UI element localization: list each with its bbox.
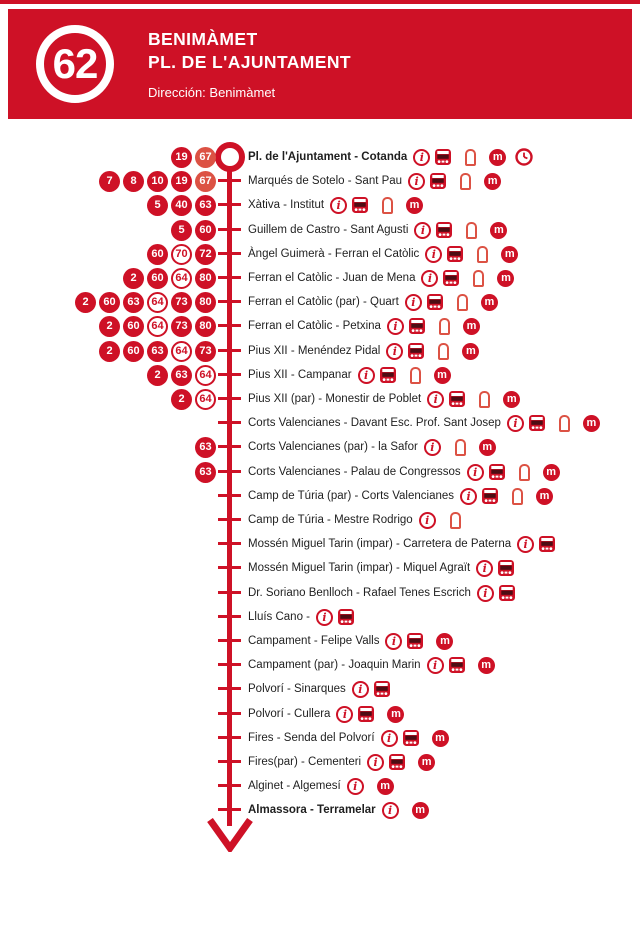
line-badge-2[interactable]: 2 <box>99 316 120 337</box>
stop-row <box>0 703 640 725</box>
stop-name[interactable]: Camp de Túria - Mestre Rodrigo <box>248 514 413 526</box>
stop-label <box>248 461 560 483</box>
line-badge-2[interactable]: 2 <box>75 292 96 313</box>
stop-label <box>248 727 449 749</box>
stop-label <box>248 436 496 458</box>
connection-line-badges <box>171 388 216 410</box>
stop-name[interactable]: Pl. de l'Ajuntament - Cotanda <box>248 151 408 163</box>
info-icon[interactable]: i <box>425 246 442 263</box>
stop-post-icon <box>477 246 488 263</box>
stop-post-icon <box>465 149 476 166</box>
connection-line-badges <box>75 291 216 313</box>
info-icon[interactable]: i <box>424 439 441 456</box>
bus-icon <box>358 706 374 722</box>
metro-icon: m <box>501 246 518 263</box>
bus-icon <box>427 294 443 310</box>
stop-name[interactable]: Xàtiva - Institut <box>248 199 325 211</box>
info-icon[interactable]: i <box>467 464 484 481</box>
bus-icon <box>482 488 498 504</box>
connection-line-badges <box>171 219 216 241</box>
line-badge-10[interactable]: 10 <box>147 171 168 192</box>
info-icon[interactable]: i <box>421 270 438 287</box>
bus-icon <box>403 730 419 746</box>
stop-row <box>0 146 640 168</box>
metro-icon: m <box>406 197 423 214</box>
info-icon[interactable]: i <box>517 536 534 553</box>
bus-icon <box>449 391 465 407</box>
line-badge-63[interactable]: 63 <box>123 292 144 313</box>
stop-post-icon <box>438 343 449 360</box>
bus-icon <box>380 367 396 383</box>
info-icon[interactable]: i <box>382 802 399 819</box>
route-tick <box>218 518 241 521</box>
info-icon[interactable]: i <box>427 657 444 674</box>
stop-name[interactable]: Dr. Soriano Benlloch - Rafael Tenes Escrich <box>248 587 471 599</box>
line-badge-19[interactable]: 19 <box>171 147 192 168</box>
info-icon[interactable]: i <box>477 585 494 602</box>
line-badge-64[interactable]: 64 <box>147 292 168 313</box>
connection-line-badges <box>147 243 216 265</box>
stop-post-icon <box>479 391 490 408</box>
bus-icon <box>539 536 555 552</box>
info-icon[interactable]: i <box>386 343 403 360</box>
metro-icon: m <box>377 778 394 795</box>
line-badge-73[interactable]: 73 <box>171 316 192 337</box>
route-tick <box>218 397 241 400</box>
bus-icon <box>352 197 368 213</box>
stop-name[interactable]: Campament - Felipe Valls <box>248 635 380 647</box>
line-badge-5[interactable]: 5 <box>171 220 192 241</box>
route-tick <box>218 712 241 715</box>
connection-line-badges <box>195 436 216 458</box>
route-tick <box>218 228 241 231</box>
line-badge-63[interactable]: 63 <box>195 437 216 458</box>
route-tick <box>218 591 241 594</box>
bus-icon <box>489 464 505 480</box>
line-badge-80[interactable]: 80 <box>195 268 216 289</box>
route-tick <box>218 808 241 811</box>
stop-name[interactable]: Àngel Guimerà - Ferran el Catòlic <box>248 248 420 260</box>
stop-label <box>248 243 518 265</box>
route-tick <box>218 421 241 424</box>
bus-icon <box>409 318 425 334</box>
stop-label <box>248 267 514 289</box>
info-icon[interactable]: i <box>414 222 431 239</box>
stop-row <box>0 436 640 458</box>
route-tick <box>218 784 241 787</box>
stop-row <box>0 267 640 289</box>
line-badge-63[interactable]: 63 <box>147 341 168 362</box>
metro-icon: m <box>434 367 451 384</box>
line-badge-60[interactable]: 60 <box>147 244 168 265</box>
stop-row <box>0 485 640 507</box>
stop-label <box>248 533 555 555</box>
stop-post-icon <box>466 222 477 239</box>
stop-row <box>0 412 640 434</box>
stop-row <box>0 509 640 531</box>
stop-row <box>0 727 640 749</box>
metro-icon: m <box>462 343 479 360</box>
metro-icon: m <box>432 730 449 747</box>
stop-row <box>0 582 640 604</box>
route-tick <box>218 639 241 642</box>
metro-icon: m <box>418 754 435 771</box>
stop-name[interactable]: Corts Valencianes - Davant Esc. Prof. Sant Josep <box>248 417 501 429</box>
line-badge-40[interactable]: 40 <box>171 195 192 216</box>
connection-line-badges <box>171 146 216 168</box>
bus-icon <box>430 173 446 189</box>
bus-icon <box>529 415 545 431</box>
bus-icon <box>449 657 465 673</box>
stop-label <box>248 412 600 434</box>
info-icon[interactable]: i <box>427 391 444 408</box>
connection-line-badges <box>99 315 216 337</box>
line-badge-63[interactable]: 63 <box>195 195 216 216</box>
bus-icon <box>499 585 515 601</box>
line-badge-80[interactable]: 80 <box>195 292 216 313</box>
route-tick <box>218 566 241 569</box>
metro-icon: m <box>478 657 495 674</box>
info-icon[interactable]: i <box>507 415 524 432</box>
stop-row <box>0 533 640 555</box>
route-tick <box>218 663 241 666</box>
stop-row <box>0 606 640 628</box>
stop-name[interactable]: Lluís Cano - <box>248 611 311 623</box>
metro-icon: m <box>436 633 453 650</box>
line-badge-60[interactable]: 60 <box>123 316 144 337</box>
stop-row <box>0 219 640 241</box>
route-tick <box>218 373 241 376</box>
stop-label <box>248 799 429 821</box>
line-badge-73[interactable]: 73 <box>195 341 216 362</box>
stop-post-icon <box>410 367 421 384</box>
bus-icon <box>498 560 514 576</box>
route-title-line1: BENIMÀMET <box>148 29 258 50</box>
line-badge-60[interactable]: 60 <box>195 220 216 241</box>
stop-name[interactable]: Mossén Miguel Tarin (impar) - Carretera de Paterna <box>248 538 512 550</box>
metro-icon: m <box>497 270 514 287</box>
route-end-arrow-icon <box>206 818 254 852</box>
info-icon[interactable]: i <box>476 560 493 577</box>
line-badge-72[interactable]: 72 <box>195 244 216 265</box>
stop-label <box>248 291 498 313</box>
stop-post-icon <box>473 270 484 287</box>
stop-name[interactable]: Polvorí - Cullera <box>248 708 331 720</box>
stop-name[interactable]: Guillem de Castro - Sant Agusti <box>248 224 409 236</box>
line-badge-64[interactable]: 64 <box>171 341 192 362</box>
connection-line-badges <box>147 364 216 386</box>
metro-icon: m <box>503 391 520 408</box>
route-tick <box>218 542 241 545</box>
stop-label <box>248 557 514 579</box>
line-badge-60[interactable]: 60 <box>147 268 168 289</box>
bus-icon <box>389 754 405 770</box>
stop-label <box>248 775 394 797</box>
stop-row <box>0 243 640 265</box>
top-border-band <box>0 0 640 4</box>
line-badge-64[interactable]: 64 <box>195 389 216 410</box>
route-tick <box>218 349 241 352</box>
line-number-badge: 62 <box>36 25 114 103</box>
line-badge-2[interactable]: 2 <box>123 268 144 289</box>
route-tick <box>218 300 241 303</box>
metro-icon: m <box>583 415 600 432</box>
connection-line-badges <box>123 267 216 289</box>
stop-label <box>248 146 533 168</box>
metro-icon: m <box>479 439 496 456</box>
stop-name[interactable]: Mossén Miguel Tarin (impar) - Miquel Agraït <box>248 562 471 574</box>
stop-name[interactable]: Fires(par) - Cementeri <box>248 756 362 768</box>
stop-label <box>248 364 451 386</box>
stop-row <box>0 461 640 483</box>
metro-icon: m <box>536 488 553 505</box>
info-icon[interactable]: i <box>419 512 436 529</box>
stop-row <box>0 291 640 313</box>
line-badge-73[interactable]: 73 <box>171 292 192 313</box>
info-icon[interactable]: i <box>336 706 353 723</box>
info-icon[interactable]: i <box>358 367 375 384</box>
stop-name[interactable]: Alginet - Algemesí <box>248 780 341 792</box>
stop-name[interactable]: Polvorí - Sinarques <box>248 683 346 695</box>
bus-icon <box>407 633 423 649</box>
route-tick <box>218 760 241 763</box>
stop-label <box>248 485 553 507</box>
line-badge-80[interactable]: 80 <box>195 316 216 337</box>
metro-icon: m <box>489 149 506 166</box>
route-title-line2: PL. DE L'AJUNTAMENT <box>148 52 351 72</box>
line-badge-60[interactable]: 60 <box>123 341 144 362</box>
stop-name[interactable]: Fires - Senda del Polvorí <box>248 732 375 744</box>
route-tick <box>218 445 241 448</box>
bus-icon <box>447 246 463 262</box>
line-badge-63[interactable]: 63 <box>171 365 192 386</box>
stop-row <box>0 799 640 821</box>
stop-post-icon <box>460 173 471 190</box>
route-tick <box>218 252 241 255</box>
metro-icon: m <box>387 706 404 723</box>
metro-icon: m <box>543 464 560 481</box>
stop-post-icon <box>450 512 461 529</box>
stop-row <box>0 630 640 652</box>
metro-icon: m <box>481 294 498 311</box>
stop-name[interactable]: Corts Valencianes (par) - la Safor <box>248 441 418 453</box>
stop-name[interactable]: Campament (par) - Joaquin Marin <box>248 659 421 671</box>
info-icon[interactable]: i <box>367 754 384 771</box>
stop-label <box>248 170 501 192</box>
connection-line-badges <box>99 340 216 362</box>
stop-name[interactable]: Pius XII (par) - Monestir de Poblet <box>248 393 422 405</box>
route-header <box>8 9 632 119</box>
line-badge-7[interactable]: 7 <box>99 171 120 192</box>
stop-name[interactable]: Ferran el Catòlic - Petxina <box>248 320 381 332</box>
route-tick <box>218 276 241 279</box>
stop-row <box>0 388 640 410</box>
line-badge-64[interactable]: 64 <box>147 316 168 337</box>
route-direction: Dirección: Benimàmet <box>148 84 276 100</box>
route-titles <box>148 28 351 100</box>
stop-post-icon <box>382 197 393 214</box>
route-tick <box>218 494 241 497</box>
route-tick <box>218 203 241 206</box>
stop-label <box>248 219 507 241</box>
stop-name[interactable]: Marqués de Sotelo - Sant Pau <box>248 175 403 187</box>
stop-label <box>248 388 520 410</box>
stop-name[interactable]: Almassora - Terramelar <box>248 804 376 816</box>
line-badge-19[interactable]: 19 <box>171 171 192 192</box>
info-icon[interactable]: i <box>381 730 398 747</box>
stop-label <box>248 654 495 676</box>
metro-icon: m <box>490 222 507 239</box>
stop-post-icon <box>455 439 466 456</box>
stop-row <box>0 775 640 797</box>
stop-label <box>248 630 453 652</box>
metro-icon: m <box>412 802 429 819</box>
bus-icon <box>338 609 354 625</box>
stop-name[interactable]: Corts Valencianes - Palau de Congressos <box>248 466 461 478</box>
stop-name[interactable]: Camp de Túria (par) - Corts Valencianes <box>248 490 455 502</box>
line-badge-2[interactable]: 2 <box>171 389 192 410</box>
line-badge-70[interactable]: 70 <box>171 244 192 265</box>
info-icon[interactable]: i <box>387 318 404 335</box>
route-tick <box>218 687 241 690</box>
info-icon[interactable]: i <box>316 609 333 626</box>
stop-post-icon <box>457 294 468 311</box>
bus-icon <box>443 270 459 286</box>
stop-label <box>248 703 404 725</box>
stop-label <box>248 315 480 337</box>
line-badge-5[interactable]: 5 <box>147 195 168 216</box>
stop-name[interactable]: Pius XII - Campanar <box>248 369 352 381</box>
metro-icon: m <box>463 318 480 335</box>
stop-label <box>248 582 515 604</box>
stop-post-icon <box>439 318 450 335</box>
bus-icon <box>408 343 424 359</box>
route-tick <box>218 736 241 739</box>
stop-label <box>248 340 479 362</box>
line-badge-60[interactable]: 60 <box>99 292 120 313</box>
info-icon[interactable]: i <box>330 197 347 214</box>
stop-label <box>248 751 435 773</box>
line-badge-64[interactable]: 64 <box>195 365 216 386</box>
connection-line-badges <box>99 170 216 192</box>
info-icon[interactable]: i <box>460 488 477 505</box>
stop-label <box>248 509 461 531</box>
stop-row <box>0 340 640 362</box>
info-icon[interactable]: i <box>352 681 369 698</box>
stop-label <box>248 678 390 700</box>
bus-icon <box>436 222 452 238</box>
clock-icon <box>515 148 533 166</box>
bus-icon <box>374 681 390 697</box>
route-tick <box>218 615 241 618</box>
stop-name[interactable]: Ferran el Catòlic (par) - Quart <box>248 296 399 308</box>
stop-label <box>248 606 354 628</box>
stop-row <box>0 364 640 386</box>
connection-line-badges <box>195 461 216 483</box>
info-icon[interactable]: i <box>408 173 425 190</box>
connection-line-badges <box>147 194 216 216</box>
stop-row <box>0 194 640 216</box>
stop-row <box>0 315 640 337</box>
line-badge-8[interactable]: 8 <box>123 171 144 192</box>
line-badge-2[interactable]: 2 <box>147 365 168 386</box>
line-badge-63[interactable]: 63 <box>195 462 216 483</box>
stop-row <box>0 654 640 676</box>
stop-post-icon <box>559 415 570 432</box>
bus-icon <box>435 149 451 165</box>
line-badge-2[interactable]: 2 <box>99 341 120 362</box>
route-tick <box>218 470 241 473</box>
line-badge-67[interactable]: 67 <box>195 147 216 168</box>
route-tick <box>218 179 241 182</box>
stop-row <box>0 751 640 773</box>
stop-post-icon <box>519 464 530 481</box>
info-icon[interactable]: i <box>385 633 402 650</box>
stop-name[interactable]: Pius XII - Menéndez Pidal <box>248 345 381 357</box>
metro-icon: m <box>484 173 501 190</box>
info-icon[interactable]: i <box>405 294 422 311</box>
stop-label <box>248 194 423 216</box>
route-tick <box>218 324 241 327</box>
stop-row <box>0 557 640 579</box>
stop-post-icon <box>512 488 523 505</box>
line-badge-64[interactable]: 64 <box>171 268 192 289</box>
line-badge-67[interactable]: 67 <box>195 171 216 192</box>
stop-row <box>0 678 640 700</box>
stop-name[interactable]: Ferran el Catòlic - Juan de Mena <box>248 272 416 284</box>
stop-row <box>0 170 640 192</box>
info-icon[interactable]: i <box>413 149 430 166</box>
info-icon[interactable]: i <box>347 778 364 795</box>
